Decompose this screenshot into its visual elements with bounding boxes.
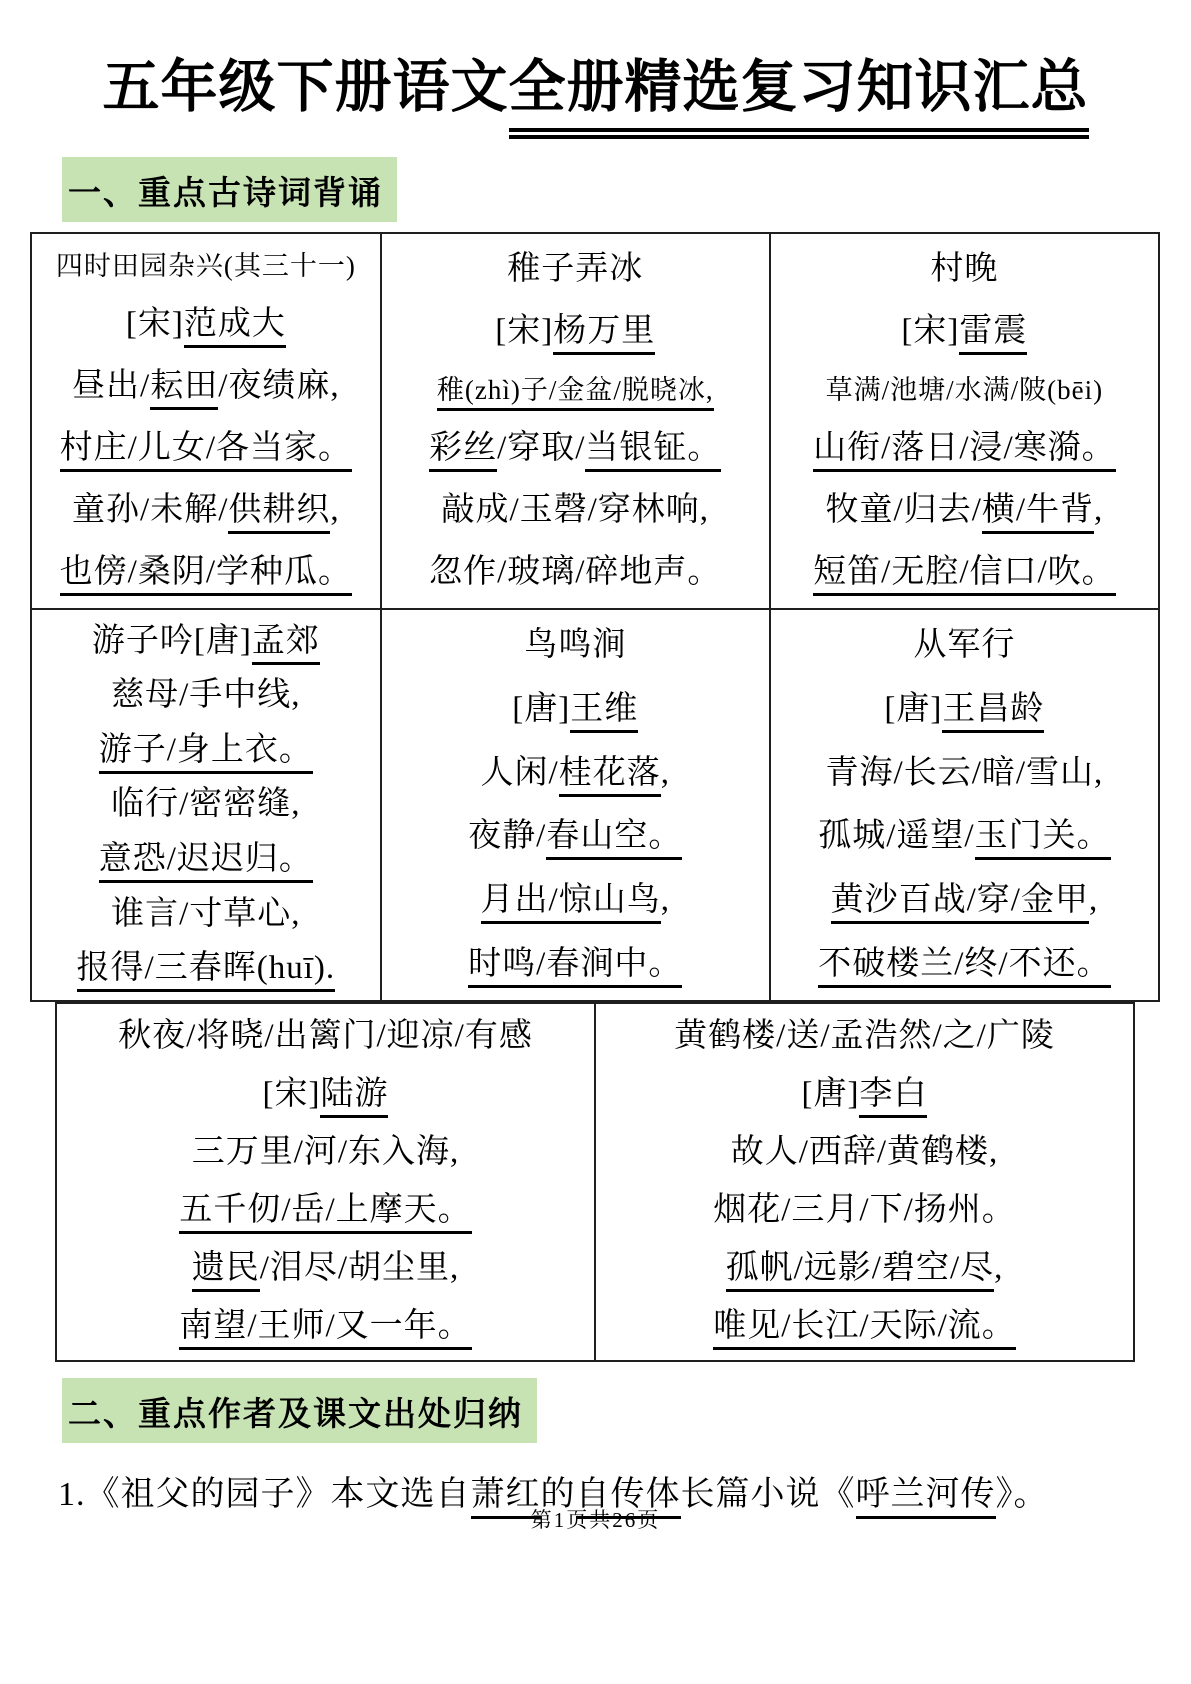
plain-text: /泪尽/胡尘里,	[259, 1250, 460, 1287]
underlined-text: 南望/王师/又一年。	[179, 1308, 471, 1350]
poem-line	[826, 374, 1103, 406]
underlined-text: 桂花落	[559, 755, 661, 797]
poem-table-bottom	[55, 1002, 1135, 1362]
plain-text: 忽作/玻璃/碎地声。	[429, 554, 722, 591]
poem-cell-content	[384, 614, 767, 996]
underlined-text: 孟郊	[252, 623, 320, 665]
underlined-text: 游子/身上衣。	[99, 732, 313, 774]
plain-text: 四时田园杂兴(其三十一)	[55, 250, 356, 281]
poem-line	[192, 1249, 460, 1289]
plain-text: [宋]	[262, 1076, 321, 1113]
poem-cell	[31, 609, 381, 1001]
poem-line	[429, 553, 721, 593]
underlined-text: 黄沙百战/穿/金甲	[831, 882, 1089, 924]
poem-line	[468, 817, 682, 857]
poem-line	[813, 553, 1116, 593]
plain-text: 村晚	[930, 250, 999, 287]
plain-text: 临行/密密缝,	[111, 786, 301, 823]
plain-text: [唐]	[512, 690, 571, 727]
poem-line	[481, 754, 670, 794]
poem-line	[731, 1133, 999, 1173]
poem-line	[179, 1191, 471, 1231]
plain-text: ,	[660, 754, 670, 791]
plain-text: 》。	[995, 1476, 1049, 1514]
poem-cell-content	[598, 1008, 1131, 1356]
poem-line	[437, 374, 714, 406]
plain-text: 人闲/	[480, 754, 559, 791]
underlined-text: 山衔/落日/浸/寒漪。	[813, 430, 1116, 472]
poem-cell	[381, 233, 770, 609]
underlined-text: 玉门关。	[975, 818, 1111, 860]
underlined-text: 不破楼兰/终/不还。	[818, 946, 1110, 988]
underlined-text: 稚(zhì)子/金盆/脱晓冰,	[437, 375, 714, 411]
poem-table-main	[30, 232, 1160, 1002]
poem-cell	[770, 609, 1159, 1001]
poem-line	[802, 1075, 928, 1115]
poem-line	[99, 840, 313, 880]
underlined-text: 雷震	[959, 313, 1027, 355]
poem-line	[512, 690, 638, 730]
plain-text: 故人/西辞/黄鹤楼,	[730, 1134, 999, 1171]
plain-text: ,	[1094, 492, 1104, 529]
underlined-text: 范成大	[184, 306, 286, 348]
plain-text: [唐]	[801, 1076, 860, 1113]
poem-line	[72, 367, 340, 407]
plain-text: 三万里/河/东入海,	[191, 1134, 460, 1171]
poem-line	[77, 949, 336, 989]
poem-line	[126, 305, 286, 345]
poem-line	[831, 881, 1099, 921]
underlined-text: 横/牛背	[982, 492, 1094, 534]
plain-text: [宋]	[495, 312, 554, 349]
underlined-text: 唯见/长江/天际/流。	[713, 1308, 1016, 1350]
plain-text: 昼出/	[72, 367, 151, 404]
poem-line	[60, 429, 352, 469]
poem-line	[826, 491, 1104, 531]
poem-line	[56, 250, 356, 282]
plain-text: 烟花/三月/下/扬州。	[713, 1192, 1016, 1229]
section-heading-authors: 二、重点作者及课文出处归纳	[62, 1378, 537, 1443]
plain-text: 敲成/玉磬/穿林响,	[441, 492, 710, 529]
poem-line	[429, 429, 721, 469]
plain-text: 谁言/寸草心,	[111, 895, 301, 932]
underlined-text: 当银钲。	[585, 430, 721, 472]
section-heading-1-wrap	[62, 157, 1191, 222]
poem-table-row	[31, 609, 1159, 1001]
underlined-text: 自传体	[576, 1476, 681, 1519]
underlined-text: 杨万里	[553, 313, 655, 355]
plain-text: 从军行	[913, 627, 1016, 664]
plain-text: 的	[540, 1476, 576, 1514]
plain-text: ,	[330, 492, 340, 529]
poem-line	[99, 731, 313, 771]
poem-line	[713, 1307, 1016, 1347]
plain-text: 夜静/	[468, 818, 547, 855]
underlined-text: 萧红	[471, 1476, 541, 1519]
poem-line	[118, 1017, 533, 1057]
poem-line	[481, 881, 670, 921]
poem-cell-content	[59, 1008, 592, 1356]
poem-line	[930, 250, 998, 290]
plain-text: 牧童/归去/	[825, 492, 982, 529]
poem-table-row	[31, 233, 1159, 609]
poem-line	[913, 626, 1015, 666]
poem-line	[507, 250, 643, 290]
section-heading-2-wrap	[62, 1378, 1191, 1443]
underlined-text: 短笛/无腔/信口/吹。	[813, 554, 1116, 596]
poem-cell-content	[34, 614, 378, 996]
poem-line	[179, 1307, 471, 1347]
plain-text: 秋夜/将晓/出篱门/迎凉/有感	[118, 1018, 533, 1055]
underlined-text: 村庄/儿女/各当家。	[60, 430, 352, 472]
poem-cell-content	[773, 614, 1156, 996]
poem-line	[468, 945, 682, 985]
poem-cell	[770, 233, 1159, 609]
underlined-text: 耘田	[150, 368, 218, 410]
poem-line	[495, 312, 655, 352]
plain-text: ,	[660, 881, 670, 918]
plain-text: 鸟鸣涧	[524, 627, 627, 664]
plain-text: /穿取/	[497, 429, 586, 466]
plain-text: 黄鹤楼/送/孟浩然/之/广陵	[674, 1018, 1055, 1055]
page-title	[0, 52, 1191, 123]
underlined-text: 彩丝	[429, 430, 497, 472]
page-title-underlined: 全册精选复习知识汇总	[509, 56, 1089, 139]
poem-line	[72, 491, 340, 531]
plain-text: 青海/长云/暗/雪山,	[825, 754, 1104, 791]
poem-cell-content	[384, 238, 767, 604]
poem-line	[60, 553, 352, 593]
poem-line	[441, 491, 709, 531]
poem-line	[818, 945, 1110, 985]
poem-line	[92, 622, 320, 662]
plain-text: [宋]	[125, 305, 184, 342]
poem-table-row	[56, 1003, 1134, 1361]
underlined-text: 意恐/迟迟归。	[99, 841, 313, 883]
plain-text: 1.《祖父的园子》本文选自	[58, 1476, 471, 1514]
underlined-text: 也傍/桑阴/学种瓜。	[60, 554, 352, 596]
poem-line	[826, 754, 1104, 794]
poem-cell	[595, 1003, 1134, 1361]
plain-text: ,	[994, 1250, 1004, 1287]
poem-line	[818, 817, 1110, 857]
underlined-text: 李白	[859, 1076, 927, 1118]
underlined-text: 月出/惊山鸟	[481, 882, 661, 924]
poem-cell	[31, 233, 381, 609]
poem-line	[884, 690, 1044, 730]
poem-line	[192, 1133, 460, 1173]
plain-text: 慈母/手中线,	[111, 677, 301, 714]
plain-text: [宋]	[901, 312, 960, 349]
page-number-footer: 第1页共26页	[530, 1508, 661, 1532]
plain-text: 孤城/遥望/	[818, 818, 975, 855]
poem-cell-content	[773, 238, 1156, 604]
underlined-text: 春山空。	[546, 818, 682, 860]
plain-text: 童孙/未解/	[72, 492, 229, 529]
underlined-text: 呼兰河传	[856, 1476, 996, 1519]
poem-cell	[381, 609, 770, 1001]
poem-cell-content	[34, 238, 378, 604]
plain-text: /夜绩麻,	[218, 367, 340, 404]
plain-text: 草满/池塘/水满/陂(bēi)	[825, 374, 1104, 405]
poem-line	[111, 785, 300, 825]
section-heading-poems: 一、重点古诗词背诵	[62, 157, 397, 222]
underlined-text: 供耕织	[228, 492, 330, 534]
underlined-text: 时鸣/春涧中。	[468, 946, 682, 988]
underlined-text: 遗民	[192, 1250, 260, 1292]
underlined-text: 陆游	[320, 1076, 388, 1118]
poem-line	[111, 676, 300, 716]
underlined-text: 王昌龄	[942, 691, 1044, 733]
underlined-text: 王维	[570, 691, 638, 733]
poem-line	[111, 895, 300, 935]
underlined-text: 孤帆/远影/碧空/尽	[726, 1250, 995, 1292]
underlined-text: 五千仞/岳/上摩天。	[179, 1192, 471, 1234]
plain-text: 稚子弄冰	[507, 250, 644, 287]
poem-line	[813, 429, 1116, 469]
plain-text: 长篇小说《	[680, 1476, 856, 1514]
poem-line	[713, 1191, 1016, 1231]
plain-text: ,	[1088, 881, 1099, 918]
page-title-plain: 五年级下册语文	[102, 56, 509, 119]
poem-line	[524, 626, 626, 666]
poem-line	[726, 1249, 1004, 1289]
poem-line	[674, 1017, 1055, 1057]
plain-text: [唐]	[884, 690, 943, 727]
poem-cell	[56, 1003, 595, 1361]
underlined-text: 报得/三春晖(huī).	[77, 950, 336, 992]
plain-text: 游子吟[唐]	[91, 622, 252, 659]
poem-line	[263, 1075, 389, 1115]
poem-line	[901, 312, 1027, 352]
